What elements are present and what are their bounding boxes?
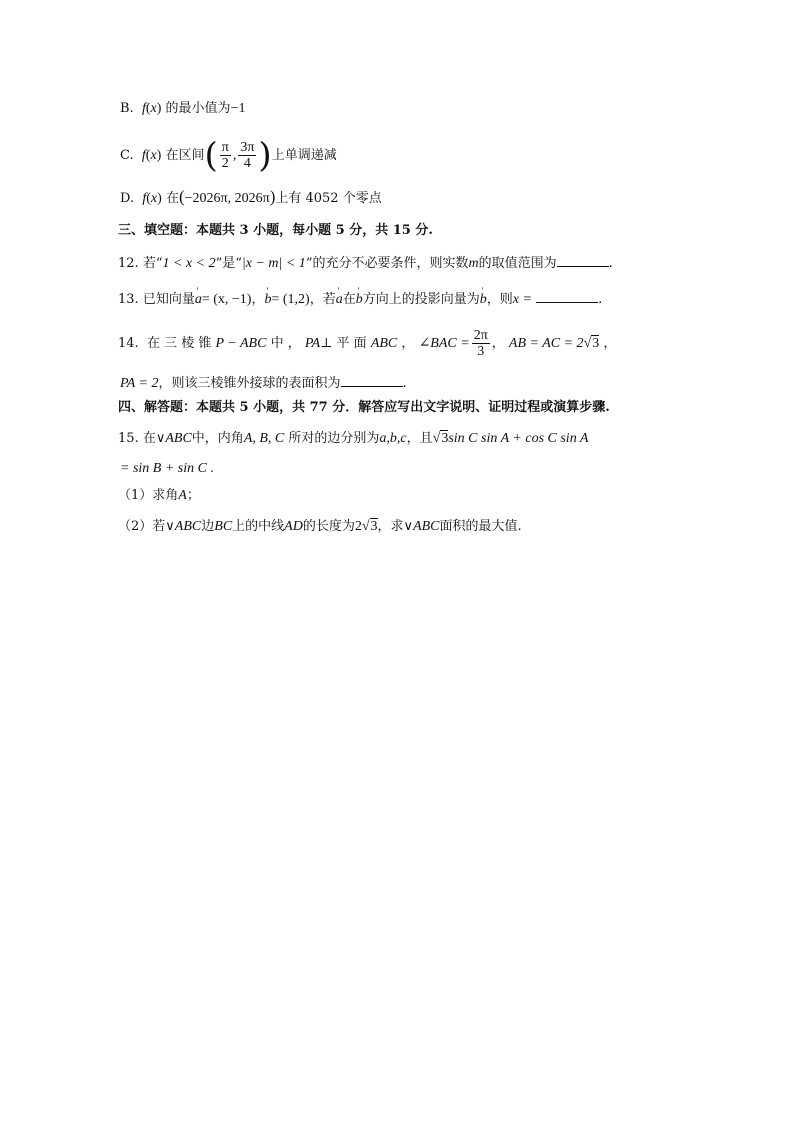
option-text: 在区间 [165, 148, 205, 163]
question-12: 12. 若“1 < x < 2”是“|x − m| < 1”的充分不必要条件，则实数m的取值范围为 . [118, 256, 613, 271]
math-expr: x = [512, 292, 532, 307]
option-label: C. [120, 148, 134, 163]
question-13: 13. 已知向量' a= (x, −1)，' b= (1,2)，若' a在' b方向上的投影向量为' b，则x = . [118, 290, 602, 309]
question-15-part2: （2）若∨ABC边BC上的中线AD的长度为2√3，求∨ABC面积的最大值. [118, 519, 522, 534]
option-text: 在 [165, 191, 179, 206]
math-inequality: |x − m| < 1 [241, 256, 306, 271]
option-d: D. f(x) 在(−2026π, 2026π)上有 4052 个零点 [120, 187, 382, 206]
question-14-line2: PA = 2，则该三棱锥外接球的表面积为 . [120, 376, 407, 391]
math-inequality: 1 < x < 2 [162, 256, 216, 271]
vector-a: ' a [195, 291, 202, 309]
option-label: B. [120, 101, 134, 116]
option-b: B. f(x) 的最小值为−1 [120, 101, 246, 116]
option-value: −1 [230, 101, 246, 116]
math-expr: P − ABC [215, 336, 267, 351]
math-expr: a,b,c [379, 431, 407, 446]
question-14: 14. 在 三 棱 锥 P − ABC 中 ， PA⊥ 平 面 ABC ， ∠BAC = $\frac{2\pi}{3}$ ， AB = AC = 2√3 ， [118, 328, 617, 359]
math-fx: f [141, 101, 146, 116]
question-15-part1: （1）求角A； [118, 488, 200, 503]
math-expr: sin C sin A + cos C sin A [448, 431, 589, 446]
section-title: 四、解答题：本题共 5 小题，共 77 分．解答应写出文字说明、证明过程或演算步骤. [118, 400, 610, 415]
option-text: 上单调递减 [271, 148, 337, 163]
math-var: m [468, 256, 479, 271]
math-interval: −2026π, 2026π [184, 191, 270, 206]
math-angle: ∠BAC = [418, 336, 470, 351]
math-expr: = (x, −1) [201, 292, 252, 307]
option-label: D. [120, 191, 135, 206]
math-fx: f [141, 148, 146, 163]
answer-blank [341, 374, 403, 387]
question-number: 15. [118, 431, 139, 446]
option-text: 的最小值为 [165, 101, 231, 116]
math-expr: = (1,2) [271, 292, 310, 307]
answer-blank [557, 254, 609, 267]
math-expr: A, B, C [243, 431, 285, 446]
fraction-3pi-4: $\frac{3\pi}{4}$ [240, 140, 255, 171]
vector-b: ' b [264, 291, 271, 309]
question-number: 14. [118, 336, 139, 351]
section-title: 三、填空题：本题共 3 小题，每小题 5 分，共 15 分. [118, 223, 433, 238]
answer-blank [536, 290, 598, 303]
math-fx: f [142, 191, 147, 206]
question-number: 12. [118, 256, 139, 271]
question-number: 13. [118, 292, 139, 307]
math-expr: = sin B + sin C . [120, 461, 214, 476]
option-c: C. f(x) 在区间( $\frac{\pi}{2}$ , $\frac{3\pi}{4}$ )上单调递减 [120, 135, 337, 176]
fraction-2pi-3: $\frac{2\pi}{3}$ [473, 328, 488, 359]
question-15-line2 [120, 460, 214, 478]
math-expr: AB = AC = 2 [508, 336, 584, 351]
option-text: 上有 4052 个零点 [275, 191, 382, 206]
question-15: 15. 在∨ABC中，内角A, B, C 所对的边分别为a,b,c，且√3sin C sin A + cos C sin A [118, 431, 589, 446]
fraction-pi-2: $\frac{\pi}{2}$ [221, 140, 229, 171]
math-expr: PA = 2 [120, 376, 159, 391]
